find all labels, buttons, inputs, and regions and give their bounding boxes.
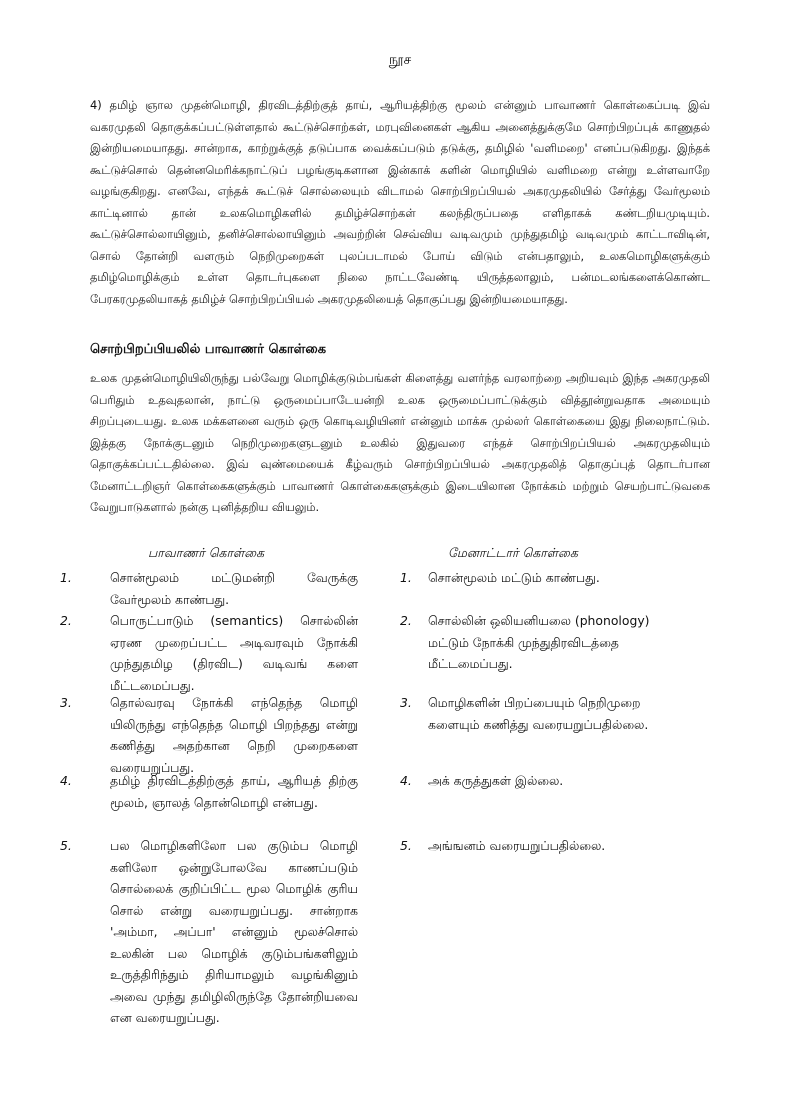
right-item-text: மொழிகளின் பிறப்பையும் நெறிமுறை களையும் கணித்து வரையறுப்பதில்லை. — [428, 695, 649, 732]
right-column-heading: மேனாட்டார் கொள்கை — [448, 545, 578, 560]
section-paragraph: உலக முதன்மொழியிலிருந்து பல்வேறு மொழிக்குடும்பங்கள் கிளைத்து வளர்ந்த வரலாற்றை அறியவும் இந்த அகரமுதலி பெரிதும் உதவுதலான், நாட்டு ஒருமைப்பாடேயன்றி உலக ஒருமைப்பாட்டுக்கும் வித்தூன்றுவதாக அமையும் சிறப்புடையது. உலக மக்களனை வரும் ஒரு கொடிவழியினர் என்னும் மாக்சு முல்லர் கொள்கையை இது நிலைநாட்டும். இத்தகு நோக்குடனும் நெறிமுறைகளுடனும் உலகில் இதுவரை எந்தச் சொற்பிறப்பியல் அகரமுதலியும் தொகுக்கப்பட்டதில்லை. இவ் வுண்மையைக் கீழ்வரும் சொற்பிறப்பியல் அகரமுதலித் தொகுப்புத் தொடர்பான மேனாட்டறிஞர் கொள்கைகளுக்கும் பாவாணர் கொள்கைகளுக்கும் இடையிலான நோக்கம் மற்றும் செயற்பாட்டுவகை வேறுபாடுகளால் நன்கு புனித்தறிய வியலும். — [90, 371, 710, 514]
right-item-text: சொன்மூலம் மட்டும் காண்பது. — [428, 570, 600, 585]
left-item-text: தொல்வரவு நோக்கி எந்தெந்த மொழி யிலிருந்து எந்தெந்த மொழி பிறந்தது என்று கணித்து அதற்கான நெறி முறைகளை வரையறுப்பது. — [110, 695, 358, 775]
right-item-text: அக் கருத்துகள் இல்லை. — [428, 773, 564, 788]
right-item-text: அங்ஙனம் வரையறுப்பதில்லை. — [428, 838, 606, 853]
item-number: 4. — [60, 773, 72, 788]
item-number: 3. — [60, 695, 72, 710]
right-item-text: சொல்லின் ஒலியனியலை (phonology) மட்டும் நோக்கி முந்துதிரவிடத்தை மீட்டமைப்பது. — [428, 613, 650, 671]
item-number: 1. — [400, 570, 412, 585]
intro-paragraph: 4) தமிழ் ஞால முதன்மொழி, திரவிடத்திற்குத் தாய், ஆரியத்திற்கு மூலம் என்னும் பாவாணர் கொள்கைப்படி இவ் வகரமுதலி தொகுக்கப்பட்டுள்ளதால் கூட்டுச்சொற்கள், மரபுவினைகள் ஆகிய அனைத்துக்குமே சொற்பிறப்புக் காணுதல் இன்றியமையாதது. சான்றாக, காற்றுக்குத் தடுப்பாக வைக்கப்படும் தடுக்கு, தமிழில் 'வளிமறை' எனப்படுகிறது. இந்தக் கூட்டுச்சொல் தென்னமெரிக்கநாட்டுப் பழங்குடிகளான இன்காக் களின் மொழியில் வளிமறை என்று உள்ளவாறே வழங்குகிறது. எனவே, எந்தக் கூட்டுச் சொல்லையும் விடாமல் சொற்பிறப்பியல் அகரமுதலியில் சேர்த்து வேர்மூலம் காட்டினால் தான் உலகமொழிகளில் தமிழ்ச்சொற்கள் கலந்திருப்பதை எளிதாகக் கண்டறியமுடியும். கூட்டுச்சொல்லாயினும், தனிச்சொல்லாயினும் அவற்றின் செவ்விய வடிவமும் முந்துதமிழ் வடிவமும் காட்டாவிடின், சொல் தோன்றி வளரும் நெறிமுறைகள் புலப்படாமல் போய் விடும் என்பதாலும், உலகமொழிகளுக்கும் தமிழ்மொழிக்கும் உள்ள தொடர்புகளை நிலை நாட்டவேண்டி யிருத்தலாலும், பன்மடலங்களைக்கொண்ட பேரகரமுதலியாகத் தமிழ்ச் சொற்பிறப்பியல் அகரமுதலியைத் தொகுப்பது இன்றியமையாதது. — [90, 98, 710, 306]
section-heading: சொற்பிறப்பியலில் பாவாணர் கொள்கை — [90, 342, 327, 357]
left-item-text: தமிழ் திரவிடத்திற்குத் தாய், ஆரியத் திற்கு மூலம், ஞாலத் தொன்மொழி என்பது. — [110, 773, 358, 810]
item-number: 3. — [400, 695, 412, 710]
left-item-text: பல மொழிகளிலோ பல குடும்ப மொழி களிலோ ஒன்றுபோலவே காணப்படும் சொல்லைக் குறிப்பிட்ட மூல மொழிக் குரிய சொல் என்று வரையறுப்பது. சான்றாக 'அம்மா, அப்பா' என்னும் மூலச்சொல் உலகின் பல மொழிக் குடும்பங்களிலும் உருத்திரிந்தும் திரியாமலும் வழங்கினும் அவை முந்து தமிழிலிருந்தே தோன்றியவை என வரையறுப்பது. — [110, 838, 358, 1025]
left-item-text: பொருட்பாடும் (semantics) சொல்லின் ஏரண முறைப்பட்ட அடிவரவும் நோக்கி முந்துதமிழ (திரவிட) வடிவங் களை மீட்டமைப்பது. — [110, 613, 358, 693]
item-number: 5. — [400, 838, 412, 853]
item-number: 5. — [60, 838, 72, 853]
item-number: 2. — [400, 613, 412, 628]
item-number: 2. — [60, 613, 72, 628]
left-column-heading: பாவாணர் கொள்கை — [148, 545, 265, 560]
left-item-text: சொன்மூலம் மட்டுமன்றி வேருக்கு வேர்மூலம் காண்பது. — [110, 570, 358, 607]
item-number: 1. — [60, 570, 72, 585]
item-number: 4. — [400, 773, 412, 788]
page-number: நூச — [388, 52, 412, 68]
